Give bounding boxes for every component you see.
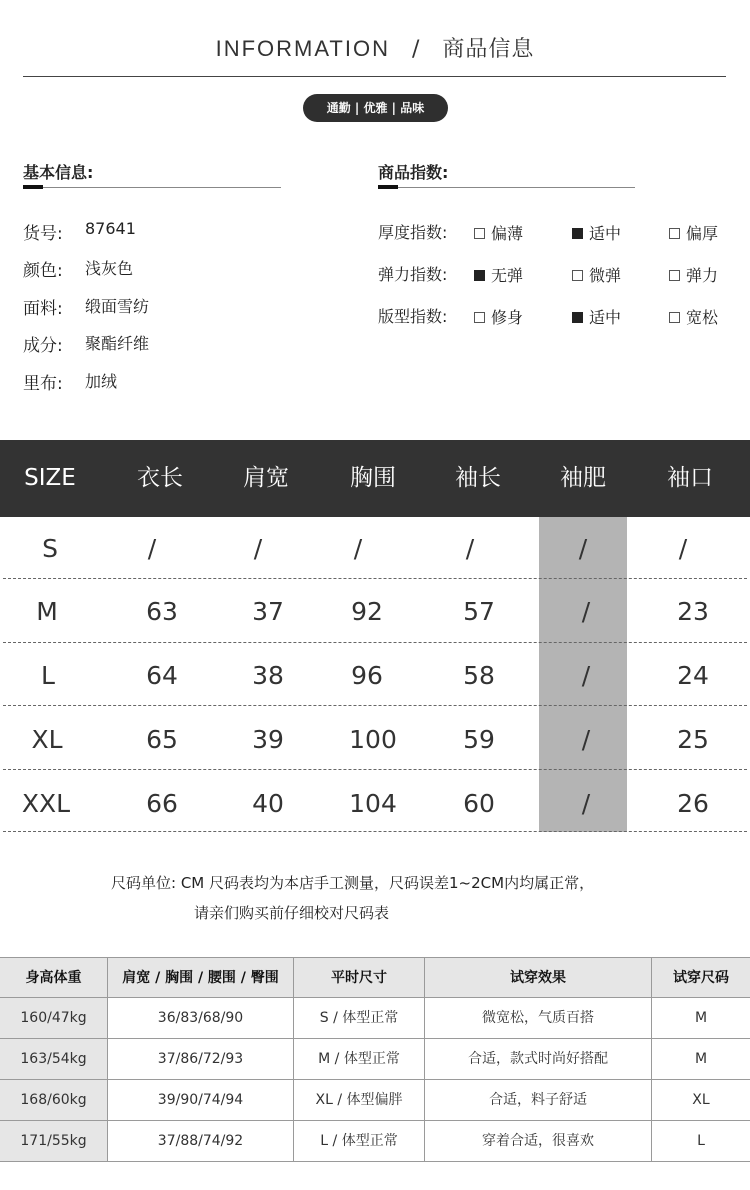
option-label: 适中 [589,308,622,327]
size-row-m [0,580,750,644]
trial-cell: 穿着合适，很喜欢 [425,1121,652,1161]
index-label: 厚度指数: [378,223,448,242]
style-tag-badge: 通勤 | 优雅 | 品味 [303,94,448,122]
basic-info-accent-bar [23,185,43,189]
size-cell: XXL [21,789,71,818]
info-row-composition [23,331,150,356]
product-index-underline [378,187,635,188]
size-cell: / [581,661,591,690]
option-no-stretch [474,263,523,286]
size-cell: 24 [677,661,709,690]
trial-cell: 36/83/68/90 [108,998,294,1039]
trial-cell: 163/54kg [0,1039,108,1080]
option-slim [474,305,523,328]
index-row-elasticity [378,262,719,285]
row-divider [3,769,747,770]
basic-info-underline [23,187,281,188]
row-divider [3,831,747,832]
checkbox-unchecked-icon [669,270,680,281]
trial-header-trial-size: 试穿尺码 [652,958,750,998]
trial-cell: 168/60kg [0,1080,108,1121]
trial-cell: 160/47kg [0,998,108,1039]
option-medium [572,221,621,244]
title-separator: / [411,37,421,62]
size-cell: / [581,597,591,626]
info-value: 缎面雪纺 [85,297,150,316]
info-row-color [23,256,134,281]
basic-info-heading: 基本信息: [23,163,94,182]
size-cell: 60 [463,789,495,818]
trial-cell: L [697,1133,705,1149]
size-cell: / [147,534,157,563]
size-note-line2: 请亲们购买前仔细校对尺码表 [194,904,390,922]
option-label: 无弹 [491,266,524,285]
trial-cell: XL / 体型偏胖 [294,1080,425,1121]
checkbox-unchecked-icon [474,312,485,323]
trial-header-measurements: 肩宽 / 胸围 / 腰围 / 臀围 [108,958,294,998]
info-row-lining [23,369,118,394]
trial-cell: L / 体型正常 [294,1121,425,1161]
size-cell: / [678,534,688,563]
trial-header-usual-size: 平时尺寸 [294,958,425,998]
trial-cell: 37/88/74/92 [108,1121,294,1161]
size-cell: 40 [252,789,284,818]
header-cuff: 袖口 [667,465,713,491]
info-label: 面料: [23,299,63,319]
info-label: 货号: [23,224,63,244]
size-cell: / [578,534,588,563]
size-cell: / [465,534,475,563]
header-sleeve-width: 袖肥 [560,465,606,491]
header-length: 衣长 [137,465,183,491]
checkbox-unchecked-icon [474,228,485,239]
trial-cell: M [652,998,750,1039]
size-cell: 96 [351,661,383,690]
header-size: SIZE [24,465,76,491]
size-cell: / [253,534,263,563]
trial-cell: 合适，款式时尚好搭配 [425,1039,652,1080]
size-cell: 25 [677,725,709,754]
header-divider [23,76,726,77]
option-label: 宽松 [686,308,719,327]
product-index-heading: 商品指数: [378,163,449,182]
info-label: 里布: [23,374,63,394]
size-cell: 59 [463,725,495,754]
checkbox-checked-icon [474,270,485,281]
size-cell: L [41,661,55,690]
info-row-item-no [23,219,136,244]
info-value: 聚酯纤维 [85,334,150,353]
checkbox-checked-icon [572,312,583,323]
size-row-xl [0,708,750,772]
checkbox-unchecked-icon [669,228,680,239]
trial-cell: 合适，料子舒适 [425,1080,652,1121]
trial-cell: M [652,1039,750,1080]
size-cell: 26 [677,789,709,818]
size-cell: / [581,725,591,754]
size-cell: XL [31,725,63,754]
header-bust: 胸围 [350,465,396,491]
trial-cell: 39/90/74/94 [108,1080,294,1121]
size-cell: 65 [146,725,178,754]
size-cell: 39 [252,725,284,754]
row-divider [3,578,747,579]
option-loose [669,305,718,328]
option-label: 修身 [491,308,524,327]
trial-header-height-weight: 身高体重 [0,958,108,998]
index-label: 版型指数: [378,307,448,326]
trial-cell: 37/86/72/93 [108,1039,294,1080]
size-cell: / [581,789,591,818]
size-row-xxl [0,772,750,836]
title-cn: 商品信息 [442,37,535,62]
info-row-fabric [23,294,150,319]
fitting-report-table [0,957,750,1162]
page-title [0,32,750,63]
size-cell: 92 [351,597,383,626]
option-slight-stretch [572,263,621,286]
size-cell: 37 [252,597,284,626]
size-cell: 38 [252,661,284,690]
info-label: 成分: [23,336,63,356]
trial-cell: 微宽松，气质百搭 [425,998,652,1039]
trial-cell: XL [652,1080,750,1121]
checkbox-checked-icon [572,228,583,239]
option-stretch [669,263,718,286]
option-thick [669,221,718,244]
size-cell: M [36,597,58,626]
option-label: 偏厚 [686,224,719,243]
size-cell: 104 [349,789,397,818]
title-en: INFORMATION [215,36,390,61]
size-cell: 63 [146,597,178,626]
option-label: 弹力 [686,266,719,285]
size-table-header [0,440,750,517]
size-cell: 23 [677,597,709,626]
size-note-line1: 尺码单位: CM 尺码表均为本店手工测量，尺码误差1~2CM内均属正常， [111,874,595,892]
size-cell: 64 [146,661,178,690]
size-row-s [0,517,750,581]
size-cell: 66 [146,789,178,818]
trial-cell: 171/55kg [0,1121,108,1161]
row-divider [3,705,747,706]
option-label: 微弹 [589,266,622,285]
info-value: 浅灰色 [85,259,134,278]
info-value: 加绒 [85,372,118,391]
info-label: 颜色: [23,261,63,281]
index-row-thickness [378,220,719,243]
header-shoulder: 肩宽 [243,465,289,491]
index-row-fit [378,304,719,327]
size-cell: 100 [349,725,397,754]
index-label: 弹力指数: [378,265,448,284]
info-value: 87641 [85,219,136,238]
row-divider [3,642,747,643]
trial-cell: S / 体型正常 [294,998,425,1039]
size-cell: 57 [463,597,495,626]
product-index-accent-bar [378,185,398,189]
option-label: 偏薄 [491,224,524,243]
option-label: 适中 [589,224,622,243]
checkbox-unchecked-icon [669,312,680,323]
size-cell: 58 [463,661,495,690]
size-row-l [0,644,750,708]
option-regular [572,305,621,328]
checkbox-unchecked-icon [572,270,583,281]
trial-cell: M / 体型正常 [294,1039,425,1080]
size-cell: S [42,534,58,563]
trial-header-fit-effect: 试穿效果 [425,958,652,998]
header-sleeve-length: 袖长 [455,465,501,491]
option-thin [474,221,523,244]
size-cell: / [353,534,363,563]
